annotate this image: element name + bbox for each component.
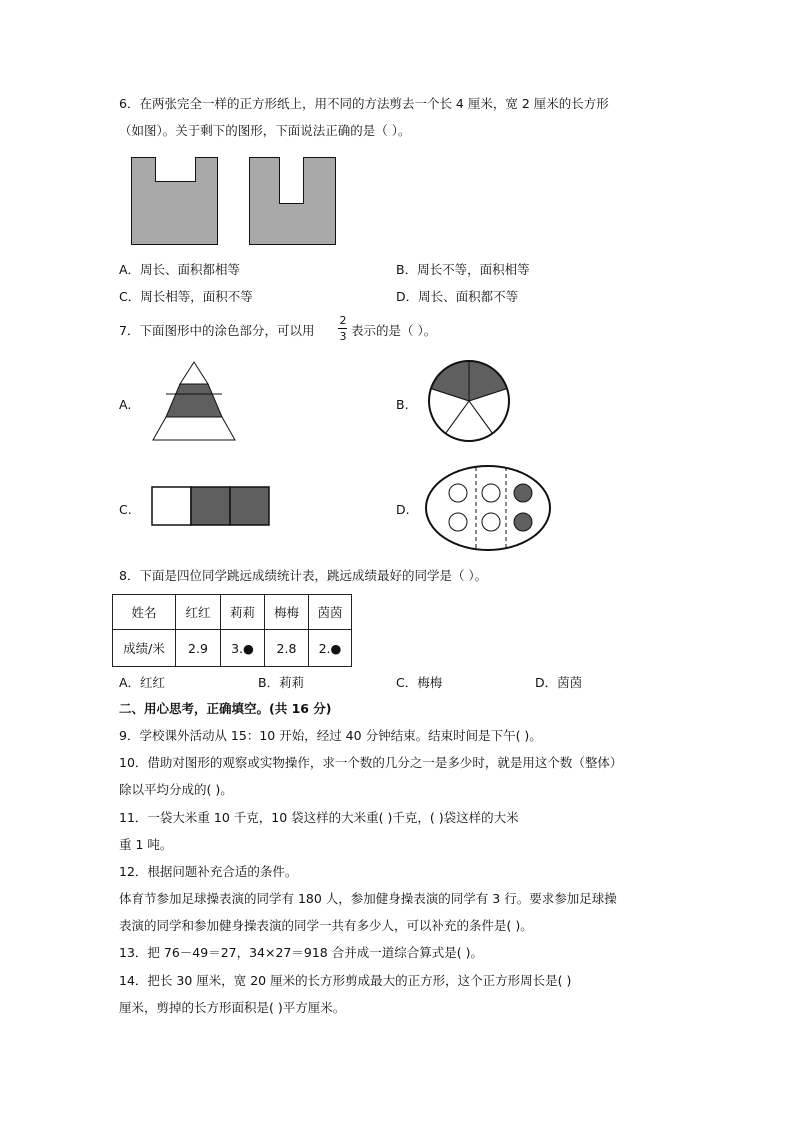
q14-line1: 14．把长 30 厘米，宽 20 厘米的长方形剪成最大的正方形，这个正方形周长是( ) [119,973,572,988]
q8-score-table [112,594,352,667]
q6-figure-1 [131,157,221,247]
q6-figure-2 [249,157,339,247]
table-header-cell: 梅梅 [265,595,309,630]
q7-fraction-denominator: 3 [339,330,347,343]
q12-line3: 表演的同学和参加健身操表演的同学一共有多少人，可以补充的条件是( )。 [119,918,533,933]
q6-option-c[interactable]: C．周长相等，面积不等 [119,289,253,304]
q10-line2: 除以平均分成的( )。 [119,782,233,797]
q6-option-a[interactable]: A．周长、面积都相等 [119,262,241,277]
q12-line2: 体育节参加足球操表演的同学有 180 人，参加健身操表演的同学有 3 行。要求参加足球操 [119,891,617,906]
table-cell: 2.9 [176,630,221,667]
table-header-cell: 红红 [176,595,221,630]
q10-line1: 10．借助对图形的观察或实物操作，求一个数的几分之一是多少时，就是用这个数（整体） [119,755,623,770]
q7-fraction-numerator: 2 [339,314,347,327]
q7-figure-d-ellipse [425,464,555,554]
q8-option-c[interactable]: C．梅梅 [396,675,443,690]
q7-fraction-bar [338,328,347,329]
table-cell: 成绩/米 [113,630,176,667]
q7-figure-c-bar [151,486,271,528]
q14-line2: 厘米，剪掉的长方形面积是( )平方厘米。 [119,1000,346,1015]
table-header-cell: 姓名 [113,595,176,630]
table-row [113,630,352,667]
table-header-cell: 莉莉 [221,595,265,630]
q7-text-post: 表示的是（ ）。 [351,323,437,338]
q7-figure-a-triangle [152,362,238,442]
table-header-cell: 茵茵 [309,595,352,630]
q7-figure-b-circle [425,359,515,449]
q8-option-d[interactable]: D．茵茵 [535,675,583,690]
q12-line1: 12．根据问题补充合适的条件。 [119,864,298,879]
q13-text: 13．把 76－49＝27，34×27＝918 合并成一道综合算式是( )。 [119,945,483,960]
q11-line2: 重 1 吨。 [119,837,173,852]
q8-text: 8．下面是四位同学跳远成绩统计表，跳远成绩最好的同学是（ ）。 [119,568,488,583]
section-2-heading: 二、用心思考，正确填空。(共 16 分) [119,701,332,716]
q7-label-b[interactable]: B. [396,397,409,412]
q8-option-a[interactable]: A．红红 [119,675,166,690]
table-cell: 2.● [309,630,352,667]
table-row [113,595,352,630]
q11-line1: 11．一袋大米重 10 千克，10 袋这样的大米重( )千克，( )袋这样的大米 [119,810,519,825]
q7-label-a[interactable]: A. [119,397,132,412]
table-cell: 3.● [221,630,265,667]
q7-text-pre: 7．下面图形中的涂色部分，可以用 [119,323,315,338]
q6-option-b[interactable]: B．周长不等，面积相等 [396,262,530,277]
q6-line1: 6．在两张完全一样的正方形纸上，用不同的方法剪去一个长 4 厘米，宽 2 厘米的长方形 [119,96,609,111]
q9-text: 9．学校课外活动从 15：10 开始，经过 40 分钟结束。结束时间是下午( )。 [119,728,542,743]
table-cell: 2.8 [265,630,309,667]
q8-option-b[interactable]: B．莉莉 [258,675,305,690]
q7-label-d[interactable]: D. [396,502,410,517]
q6-option-d[interactable]: D．周长、面积都不等 [396,289,519,304]
q7-label-c[interactable]: C. [119,502,132,517]
q6-line2: （如图）。关于剩下的图形，下面说法正确的是（ ）。 [119,123,411,138]
